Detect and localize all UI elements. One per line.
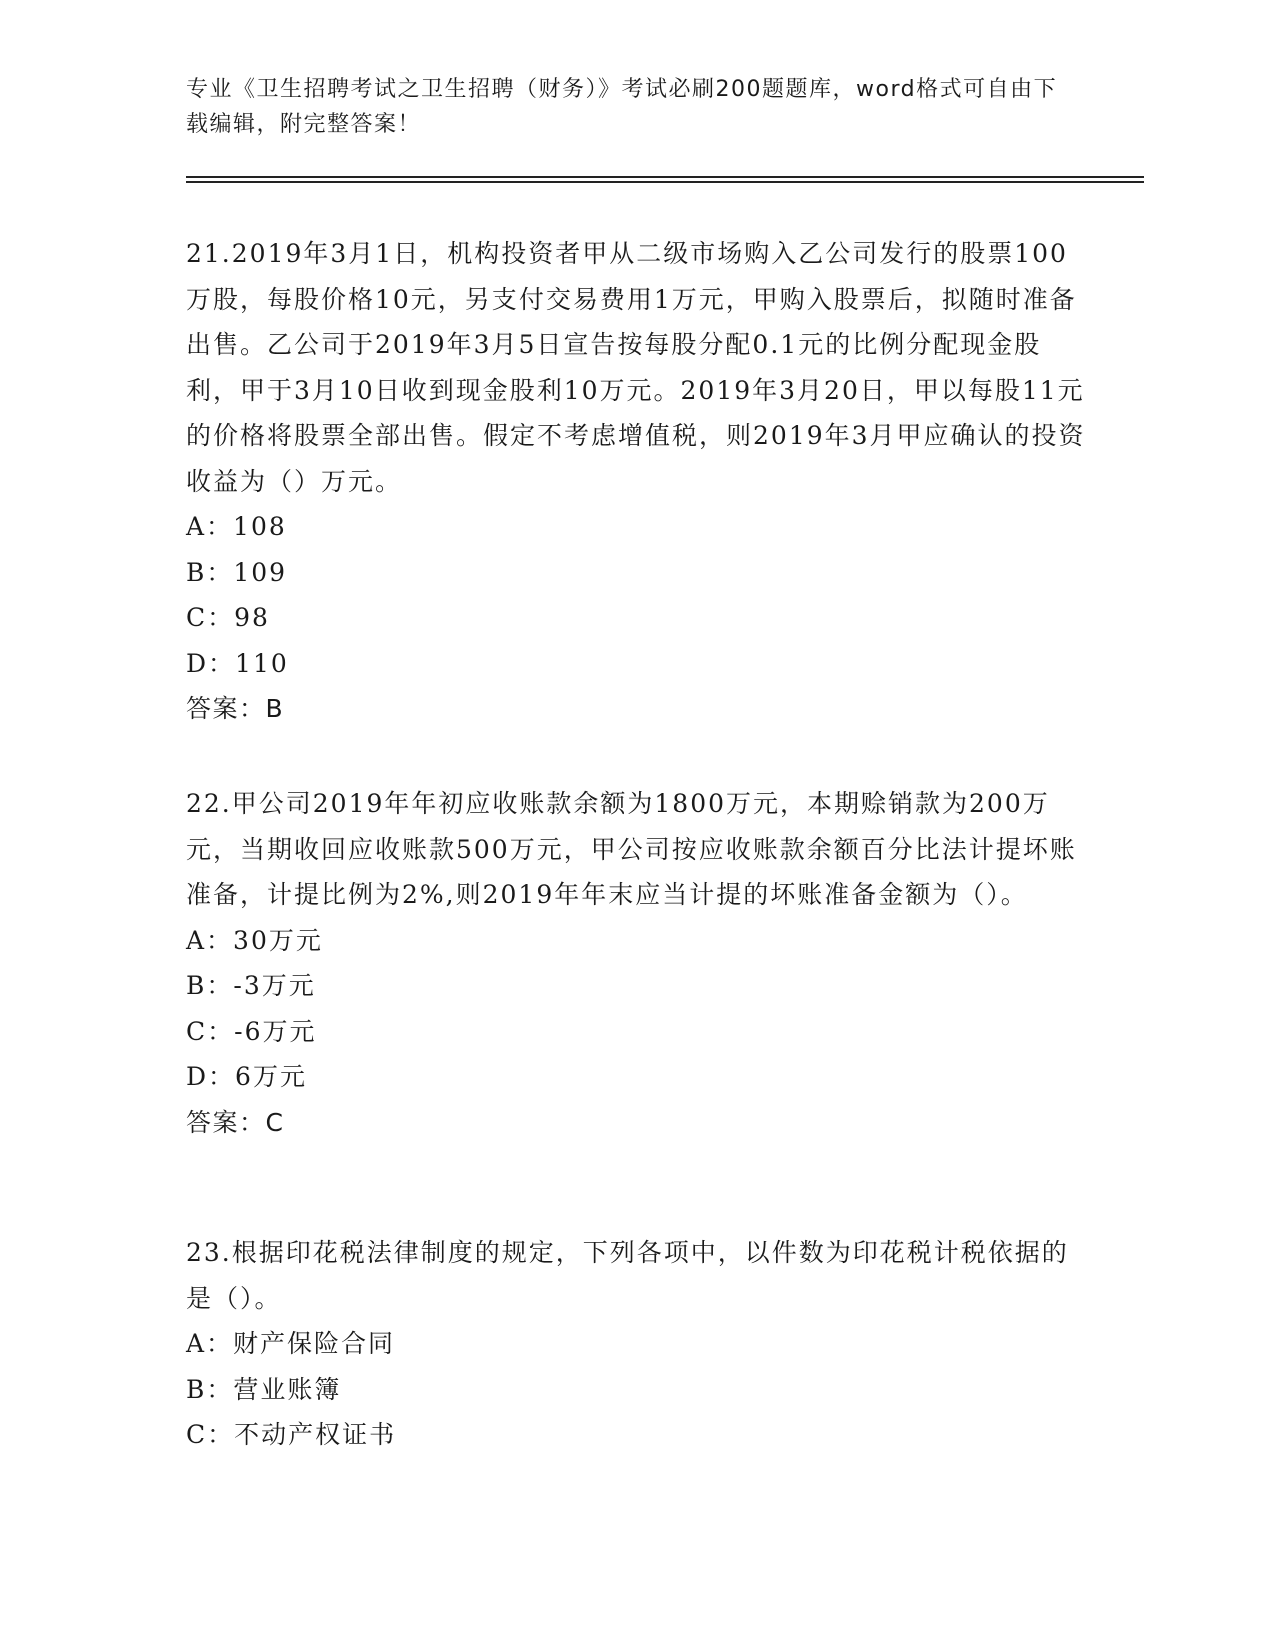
option-b: B：营业账簿 <box>186 1374 342 1404</box>
option-b: B：109 <box>186 557 288 587</box>
option-d: D：6万元 <box>186 1062 307 1091</box>
question-text: 21.2019年3月1日，机构投资者甲从二级市场购入乙公司发行的股票100万股，每股价格10元，另支付交易费用1万元，甲购入股票后，拟随时准备出售。乙公司于2019年3月5日宣告按每股分配0.1元的比例分配现金股利，甲于3月10日收到现金股利10万元。2019年3月20日，甲以每股11元的价格将股票全部出售。假定不考虑增值税，则2019年3月甲应确认的投资收益为（）万元。 <box>186 239 1086 496</box>
option-c: C：98 <box>186 603 270 632</box>
option-a: A：财产保险合同 <box>186 1329 396 1358</box>
option-d: D：110 <box>186 648 289 678</box>
question-text: 23.根据印花税法律制度的规定，下列各项中，以件数为印花税计税依据的是（）。 <box>186 1238 1069 1313</box>
option-c: C：-6万元 <box>186 1016 317 1046</box>
option-a: A：108 <box>186 512 287 541</box>
question-21 <box>186 231 1086 732</box>
header-divider-bottom <box>186 181 1144 183</box>
question-23 <box>186 1230 1086 1458</box>
document-header: 专业《卫生招聘考试之卫生招聘（财务）》考试必刷200题题库，word格式可自由下载编辑，附完整答案！ <box>186 77 1058 137</box>
header-divider-top <box>186 176 1144 178</box>
answer-label: 答案：C <box>186 1107 285 1137</box>
option-b: B：-3万元 <box>186 971 316 1000</box>
option-c: C：不动产权证书 <box>186 1420 397 1449</box>
answer-label: 答案：B <box>186 694 285 723</box>
option-a: A：30万元 <box>186 925 323 955</box>
question-22 <box>186 781 1086 1145</box>
question-text: 22.甲公司2019年年初应收账款余额为1800万元，本期赊销款为200万元，当期收回应收账款500万元，甲公司按应收账款余额百分比法计提坏账准备，计提比例为2%,则2019年年末应当计提的坏账准备金额为（）。 <box>186 789 1077 909</box>
